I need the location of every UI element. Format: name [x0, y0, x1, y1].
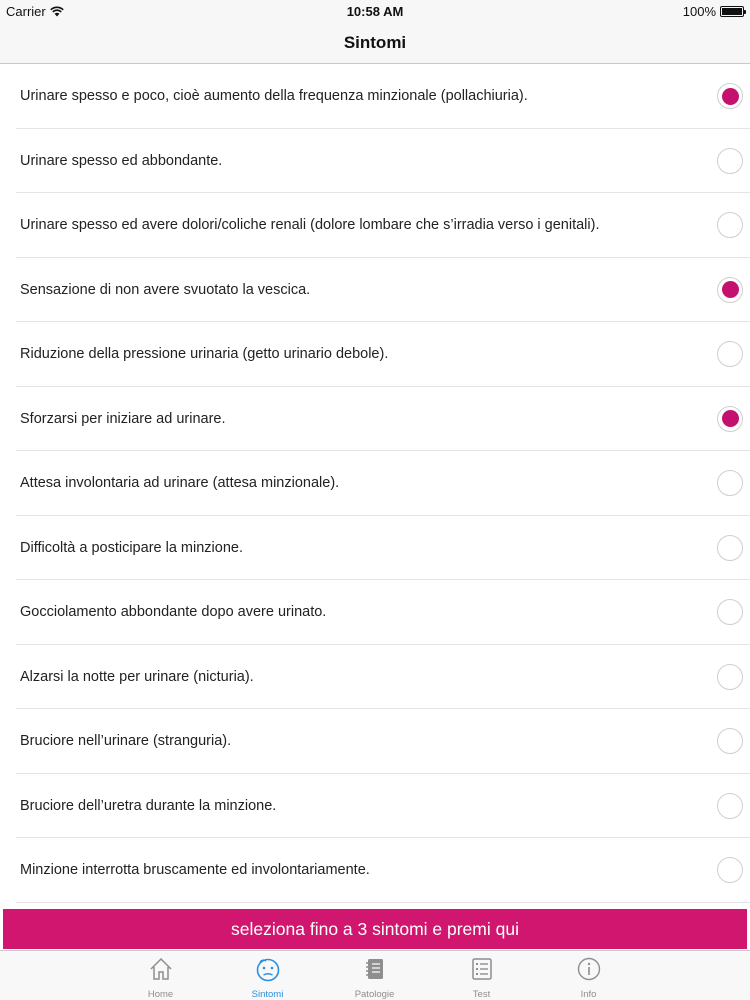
symptom-radio[interactable] [717, 728, 743, 754]
symptom-row[interactable] [0, 709, 750, 774]
symptom-row[interactable] [0, 645, 750, 710]
symptom-row[interactable] [0, 838, 750, 903]
tab-test[interactable] [428, 951, 535, 1000]
checklist-icon [469, 951, 495, 987]
symptom-radio[interactable] [717, 470, 743, 496]
symptom-radio[interactable] [717, 341, 743, 367]
symptom-label: Bruciore nell’urinare (stranguria). [20, 733, 232, 750]
symptom-radio[interactable] [717, 535, 743, 561]
battery-percent: 100% [682, 4, 716, 19]
tab-label: Patologie [354, 989, 395, 1000]
symptom-label: Bruciore dell’uretra durante la minzione. [20, 797, 277, 814]
info-icon [576, 951, 602, 987]
navigation-bar [0, 22, 750, 64]
symptom-row[interactable] [0, 516, 750, 581]
symptom-radio[interactable] [717, 83, 743, 109]
symptom-radio[interactable] [717, 664, 743, 690]
symptom-row[interactable] [0, 387, 750, 452]
tab-info[interactable] [535, 951, 642, 1000]
symptom-label: Difficoltà a posticipare la minzione. [20, 539, 243, 556]
tab-bar [0, 950, 750, 1000]
tab-label: Home [147, 989, 174, 1000]
tab-home[interactable] [107, 951, 214, 1000]
symptom-radio[interactable] [717, 148, 743, 174]
carrier-label: Carrier [6, 4, 46, 19]
symptom-radio[interactable] [717, 406, 743, 432]
tab-sintomi[interactable] [214, 951, 321, 1000]
status-bar [0, 0, 750, 22]
symptom-radio[interactable] [717, 277, 743, 303]
selected-dot-icon [722, 88, 739, 105]
symptom-label: Urinare spesso ed abbondante. [20, 152, 223, 169]
symptom-row[interactable] [0, 193, 750, 258]
symptom-row[interactable] [0, 322, 750, 387]
symptom-label: Urinare spesso e poco, cioè aumento della frequenza minzionale (pollachiuria). [20, 88, 528, 105]
symptom-row[interactable] [0, 129, 750, 194]
tab-label: Sintomi [251, 989, 284, 1000]
symptom-radio[interactable] [717, 793, 743, 819]
symptom-label: Minzione interrotta bruscamente ed involontariamente. [20, 862, 370, 879]
symptom-row[interactable] [0, 64, 750, 129]
symptom-radio[interactable] [717, 599, 743, 625]
symptom-list[interactable] [0, 64, 750, 904]
page-title: Sintomi [343, 33, 407, 52]
symptom-row[interactable] [0, 580, 750, 645]
symptom-label: Urinare spesso ed avere dolori/coliche renali (dolore lombare che s’irradia verso i genitali). [20, 217, 600, 234]
battery-icon [720, 6, 744, 17]
battery-indicator [683, 4, 744, 19]
symptom-radio[interactable] [717, 212, 743, 238]
symptom-label: Alzarsi la notte per urinare (nicturia). [20, 668, 254, 685]
symptom-row[interactable] [0, 451, 750, 516]
submit-symptoms-button[interactable]: seleziona fino a 3 sintomi e premi qui [3, 909, 747, 949]
face-icon [255, 951, 281, 987]
status-time: 10:58 AM [346, 4, 404, 19]
symptom-row[interactable] [0, 774, 750, 839]
symptom-label: Attesa involontaria ad urinare (attesa minzionale). [20, 475, 340, 492]
symptom-label: Sforzarsi per iniziare ad urinare. [20, 410, 226, 427]
selected-dot-icon [722, 410, 739, 427]
selected-dot-icon [722, 281, 739, 298]
symptom-radio[interactable] [717, 857, 743, 883]
tab-label: Info [580, 989, 597, 1000]
symptom-row[interactable] [0, 258, 750, 323]
symptom-label: Riduzione della pressione urinaria (getto urinario debole). [20, 346, 389, 363]
symptom-label: Gocciolamento abbondante dopo avere urinato. [20, 604, 327, 621]
tab-label: Test [472, 989, 491, 1000]
notebook-icon [362, 951, 388, 987]
symptom-label: Sensazione di non avere svuotato la vescica. [20, 281, 311, 298]
home-icon [148, 951, 174, 987]
tab-patologie[interactable] [321, 951, 428, 1000]
